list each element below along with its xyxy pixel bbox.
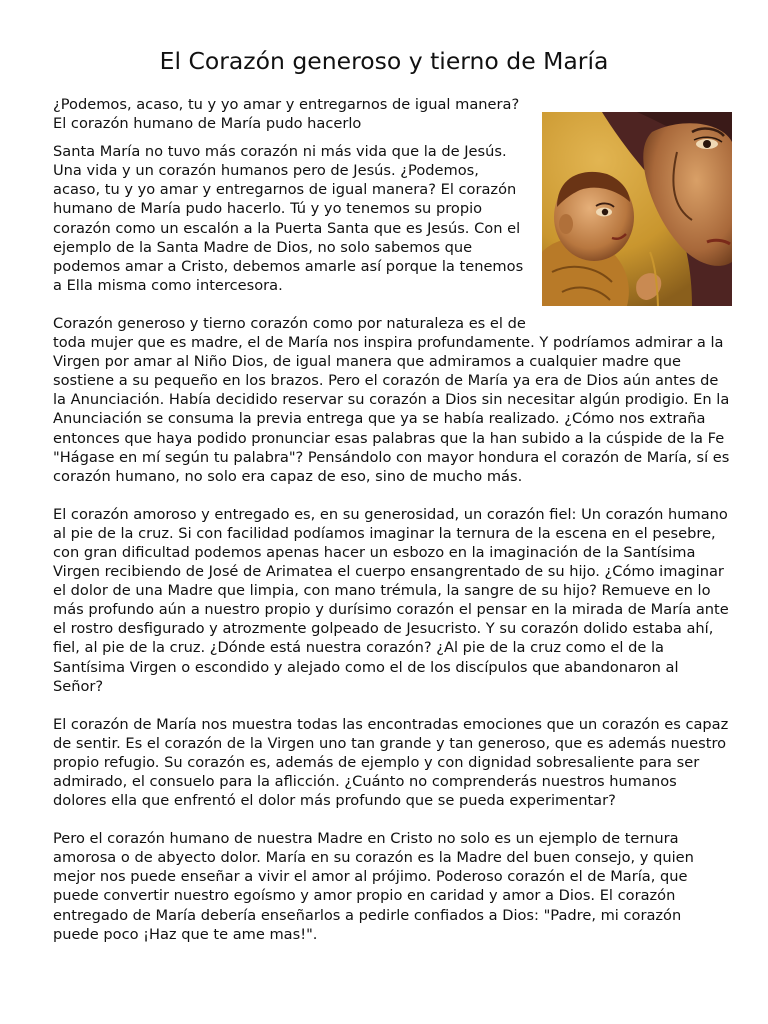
lead-paragraph: ¿Podemos, acaso, tu y yo amar y entregarnos de igual manera? El corazón humano de María pudo hacerlo xyxy=(53,96,520,133)
icon-painting xyxy=(542,112,732,306)
paragraph-2: Corazón generoso y tierno corazón como por naturaleza es el de toda mujer que es madre, el de María nos inspira profundamente. Y podríamos admirar a la Virgen por amar al Niño Dios, de igual manera que admiramos a cualquier madre que sostiene a su pequeño en los brazos. Pero el corazón de María ya era de Dios aún antes de la Anunciación. Había decidido reservar su corazón a Dios sin necesitar algún prodigio. En la Anunciación se consuma la previa entrega que ya se había realizado. ¿Cómo nos extraña entonces que haya podido pronunciar esas palabras que la han subido a la cúspide de la Fe "Hágase en mí según tu palabra"? Pensándolo con mayor hondura el corazón de María, sí es corazón humano, no solo era capaz de eso, sino de mucho más. xyxy=(53,314,730,485)
paragraph-4: El corazón de María nos muestra todas las encontradas emociones que un corazón es capaz de sentir. Es el corazón de la Virgen uno tan grande y tan generoso, que es además nuestro propio refugio. Su corazón es, además de ejemplo y con dignidad sobresaliente para ser admirado, el consuelo para la aflicción. ¿Cuánto no comprenderás nuestros humanos dolores ella que enfrentó el dolor más profundo que se pueda experimentar? xyxy=(53,715,729,810)
virgin-and-child-icon-image xyxy=(542,112,732,306)
paragraph-1: Santa María no tuvo más corazón ni más vida que la de Jesús. Una vida y un corazón humanos pero de Jesús. ¿Podemos, acaso, tu y yo amar y entregarnos de igual manera? El corazón humano de María pudo hacerlo. Tú y yo tenemos su propio corazón como un escalón a la Puerta Santa que es Jesús. Con el ejemplo de la Santa Madre de Dios, no solo sabemos que podemos amar a Cristo, debemos amarle así porque la tenemos a Ella misma como intercesora. xyxy=(53,143,524,294)
paragraph-3: El corazón amoroso y entregado es, en su generosidad, un corazón fiel: Un corazón humano al pie de la cruz. Si con facilidad podíamos imaginar la ternura de la escena en el pesebre, con gran dificultad podemos apenas hacer un esbozo en la imaginación de la Santísima Virgen recibiendo de José de Arimatea el cuerpo ensangrentado de su hijo. ¿Cómo imaginar el dolor de una Madre que limpia, con mano trémula, la sangre de su hijo? Remueve en lo más profundo aún a nuestro propio y durísimo corazón el pensar en la mirada de María ante el rostro desfigurado y atrozmente golpeado de Jesucristo. Y su corazón dolido estaba ahí, fiel, al pie de la cruz. ¿Dónde está nuestra corazón? ¿Al pie de la cruz como el de la Santísima Virgen o escondido y alejado como el de los discípulos que abandonaron al Señor? xyxy=(53,505,729,695)
page-title: El Corazón generoso y tierno de María xyxy=(159,47,609,75)
paragraph-5: Pero el corazón humano de nuestra Madre en Cristo no solo es un ejemplo de ternura amorosa o de abyecto dolor. María en su corazón es la Madre del buen consejo, y quien mejor nos puede enseñar a vivir el amor al prójimo. Poderoso corazón el de María, que puede convertir nuestro egoísmo y amor propio en caridad y amor a Dios. El corazón entregado de María debería enseñarlos a pedirle confiados a Dios: "Padre, mi corazón puede poco ¡Haz que te ame mas!". xyxy=(53,830,694,943)
article-body xyxy=(53,95,731,963)
